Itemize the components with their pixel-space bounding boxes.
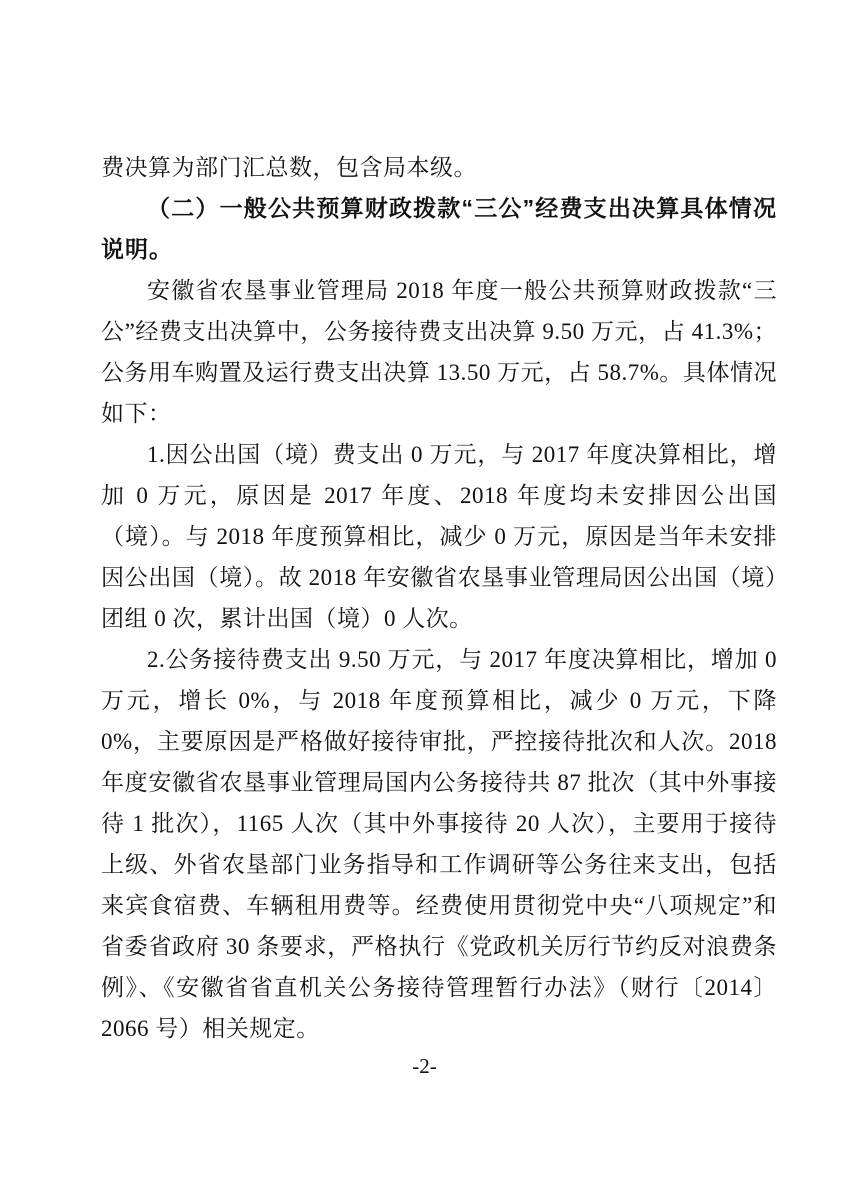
document-body	[101, 147, 777, 1049]
footer-page-number: -2-	[412, 1054, 437, 1078]
paragraph-overview: 安徽省农垦事业管理局 2018 年度一般公共预算财政拨款“三公”经费支出决算中，公务接待费支出决算 9.50 万元，占 41.3%；公务用车购置及运行费支出决算 13.50 万元，占 58.7%。具体情况如下：	[101, 278, 777, 426]
section-heading: （二）一般公共预算财政拨款“三公”经费支出决算具体情况说明。	[101, 195, 777, 262]
paragraph-item-2: 2.公务接待费支出 9.50 万元，与 2017 年度决算相比，增加 0 万元，增长 0%，与 2018 年度预算相比，减少 0 万元，下降 0%，主要原因是严格做好接待审批，严控接待批次和人次。2018 年度安徽省农垦事业管理局国内公务接待共 87 批次（其中外事接待 1 批次），1165 人次（其中外事接待 20 人次），主要用于接待上级、外省农垦部门业务指导和工作调研等公务往来支出，包括来宾食宿费、车辆租用费等。经费使用贯彻党中央“八项规定”和省委省政府 30 条要求，严格执行《党政机关厉行节约反对浪费条例》、《安徽省省直机关公务接待管理暂行办法》（财行〔2014〕2066 号）相关规定。	[101, 647, 777, 1041]
paragraph-continuation: 费决算为部门汇总数，包含局本级。	[101, 155, 477, 180]
paragraph-item-1: 1.因公出国（境）费支出 0 万元，与 2017 年度决算相比，增加 0 万元，原因是 2017 年度、2018 年度均未安排因公出国（境）。与 2018 年度预算相比，减少 0 万元，原因是当年未安排因公出国（境）。故 2018 年安徽省农垦事业管理局因公出国（境）团组 0 次，累计出国（境）0 人次。	[101, 442, 777, 631]
